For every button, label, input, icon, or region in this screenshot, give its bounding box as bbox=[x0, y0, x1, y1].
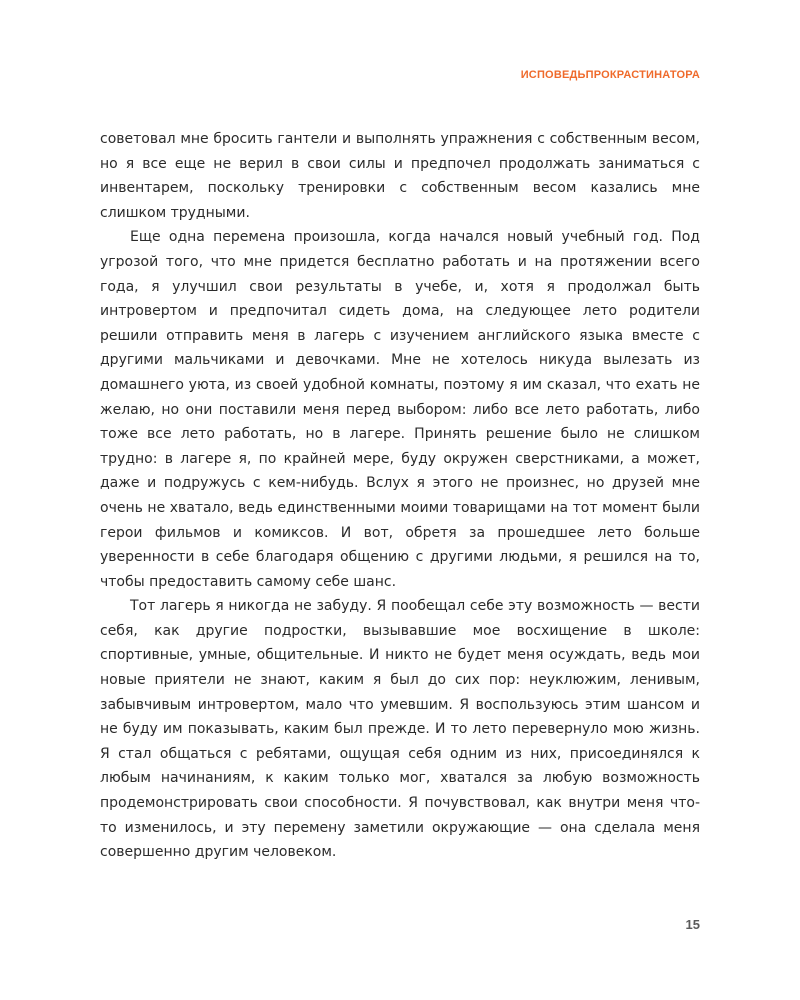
page-number: 15 bbox=[685, 917, 700, 932]
paragraph: Тот лагерь я никогда не забуду. Я пообещал себе эту возможность — вести себя, как другие подростки, вызывавшие мое восхищение в школе: спортивные, умные, общительные. И никто не будет меня осуждать, ведь мои новые приятели не знают, каким я был до сих пор: неуклюжим, ленивым, забывчивым интровертом, мало что умевшим. Я воспользуюсь этим шансом и не буду им показывать, каким был прежде. И то лето перевернуло мою жизнь. Я стал общаться с ребятами, ощущая себя одним из них, присоединялся к любым начинаниям, к каким только мог, хватался за любую возможность продемонстрировать свои способности. Я почувствовал, как внутри меня что-то изменилось, и эту перемену заметили окружающие — она сделала меня совершенно другим человеком. bbox=[100, 598, 700, 861]
running-header-title: ИСПОВЕДЬПРОКРАСТИНАТОРА bbox=[520, 69, 700, 81]
paragraph: Еще одна перемена произошла, когда начался новый учебный год. Под угрозой того, что мне придется бесплатно работать и на протяжении всего года, я улучшил свои результаты в учебе, и, хотя я продолжал быть интровертом и предпочитал сидеть дома, на следующее лето родители решили отправить меня в лагерь с изучением английского языка вместе с другими мальчиками и девочками. Мне не хотелось никуда вылезать из домашнего уюта, из своей удобной комнаты, поэтому я им сказал, что ехать не желаю, но они поставили меня перед выбором: либо все лето работать, либо тоже все лето работать, но в лагере. Принять решение было не слишком трудно: в лагере я, по крайней мере, буду окружен сверстниками, а может, даже и подружусь с кем-нибудь. Вслух я этого не произнес, но друзей мне очень не хватало, ведь единственными моими товарищами на тот момент были герои фильмов и комиксов. И вот, обретя за прошедшее лето больше уверенности в себе благодаря общению с другими людьми, я решился на то, чтобы предоставить самому себе шанс. bbox=[100, 229, 700, 590]
body-text bbox=[100, 127, 700, 865]
paragraph-continuation: советовал мне бросить гантели и выполнять упражнения с собственным весом, но я все еще не верил в свои силы и предпочел продолжать заниматься с инвентарем, поскольку тренировки с собственным весом казались мне слишком трудными. bbox=[100, 131, 700, 221]
